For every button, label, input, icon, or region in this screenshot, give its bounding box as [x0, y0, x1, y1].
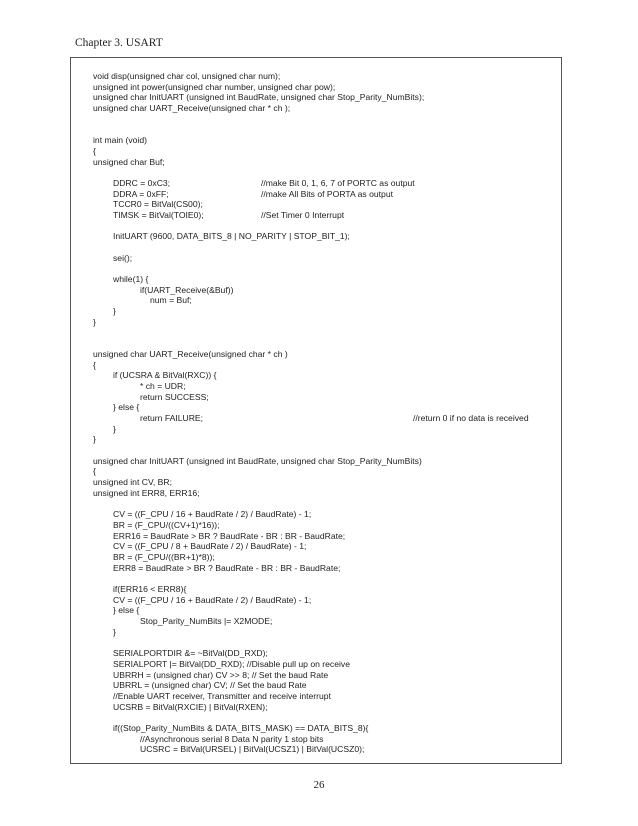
- code-comment: //Set Timer 0 Interrupt: [261, 209, 345, 220]
- code-line: InitUART (9600, DATA_BITS_8 | NO_PARITY | STOP_BIT_1);: [113, 231, 350, 242]
- page-number: 26: [313, 779, 325, 791]
- code-line: [93, 189, 562, 200]
- code-line: CV = ((F_CPU / 8 + BaudRate / 2) / BaudRate) - 1;: [113, 541, 307, 552]
- code-line: Stop_Parity_NumBits |= X2MODE;: [140, 616, 273, 627]
- code-line: ERR8 = BaudRate > BR ? BaudRate - BR : BR - BaudRate;: [113, 562, 341, 573]
- code-line: [93, 210, 562, 221]
- code-line: } else {: [113, 605, 140, 616]
- code-line: BR = (F_CPU/((CV+1)*16));: [113, 519, 220, 530]
- code-listing: [93, 71, 562, 755]
- code-line: CV = ((F_CPU / 16 + BaudRate / 2) / BaudRate) - 1;: [113, 594, 312, 605]
- code-text: return FAILURE;: [140, 413, 204, 424]
- code-line: unsigned char InitUART (unsigned int BaudRate, unsigned char Stop_Parity_NumBits);: [93, 92, 425, 103]
- code-line: }: [93, 316, 96, 327]
- code-line: if((Stop_Parity_NumBits & DATA_BITS_MASK) == DATA_BITS_8){: [113, 722, 369, 733]
- code-line: unsigned char UART_Receive(unsigned char * ch );: [93, 103, 291, 114]
- chapter-header: Chapter 3. USART: [75, 37, 163, 49]
- code-listing-box: [70, 57, 562, 764]
- code-line: //Asynchronous serial 8 Data N parity 1 stop bits: [140, 733, 324, 744]
- code-line: sei();: [113, 252, 133, 263]
- code-line: unsigned char UART_Receive(unsigned char * ch ): [93, 348, 288, 359]
- code-line: unsigned char InitUART (unsigned int BaudRate, unsigned char Stop_Parity_NumBits): [93, 455, 422, 466]
- code-line: CV = ((F_CPU / 16 + BaudRate / 2) / BaudRate) - 1;: [113, 509, 312, 520]
- code-line: SERIALPORT |= BitVal(DD_RXD); //Disable pull up on receive: [113, 658, 350, 669]
- code-line: unsigned int CV, BR;: [93, 477, 172, 488]
- code-line: return SUCCESS;: [140, 391, 209, 402]
- code-line: while(1) {: [113, 274, 149, 285]
- code-line: {: [93, 466, 96, 477]
- code-line: {: [93, 145, 96, 156]
- code-text: DDRA = 0xFF;: [113, 188, 169, 199]
- code-line: void disp(unsigned char col, unsigned char num);: [93, 71, 281, 81]
- code-line: if (UCSRA & BitVal(RXC)) {: [113, 370, 217, 381]
- code-line: TCCR0 = BitVal(CS00);: [113, 199, 203, 210]
- code-line: if(ERR16 < ERR8){: [113, 584, 187, 595]
- code-line: * ch = UDR;: [140, 380, 186, 391]
- code-line: unsigned int ERR8, ERR16;: [93, 487, 200, 498]
- code-line: SERIALPORTDIR &= ~BitVal(DD_RXD);: [113, 648, 268, 659]
- code-line: ERR16 = BaudRate > BR ? BaudRate - BR : BR - BaudRate;: [113, 530, 346, 541]
- code-line: }: [113, 306, 116, 317]
- code-line: int main (void): [93, 135, 147, 146]
- code-line: }: [113, 626, 116, 637]
- code-comment: //return 0 if no data is received: [413, 413, 529, 424]
- code-line: UCSRB = BitVal(RXCIE) | BitVal(RXEN);: [113, 701, 268, 712]
- code-line: //Enable UART receiver, Transmitter and receive interrupt: [113, 690, 331, 701]
- code-comment: //make All Bits of PORTA as output: [261, 188, 393, 199]
- code-line: UBRRL = (unsigned char) CV; // Set the baud Rate: [113, 680, 307, 691]
- code-line: unsigned int power(unsigned char number, unsigned char pow);: [93, 81, 336, 92]
- code-line: if(UART_Receive(&Buf)): [140, 284, 234, 295]
- code-text: TIMSK = BitVal(TOIE0);: [113, 209, 204, 220]
- code-line: }: [93, 434, 96, 445]
- code-line: UCSRC = BitVal(URSEL) | BitVal(UCSZ1) | BitVal(UCSZ0);: [140, 744, 365, 755]
- code-line: num = Buf;: [150, 295, 192, 306]
- code-line: [93, 413, 562, 424]
- code-text: DDRC = 0xC3;: [113, 177, 171, 188]
- code-comment: //make Bit 0, 1, 6, 7 of PORTC as output: [261, 177, 415, 188]
- code-line: [93, 178, 562, 189]
- code-line: UBRRH = (unsigned char) CV >> 8; // Set the baud Rate: [113, 669, 329, 680]
- code-line: {: [93, 359, 96, 370]
- code-line: } else {: [113, 402, 140, 413]
- code-line: BR = (F_CPU/((BR+1)*8));: [113, 551, 215, 562]
- code-line: unsigned char Buf;: [93, 156, 165, 167]
- code-line: }: [113, 423, 116, 434]
